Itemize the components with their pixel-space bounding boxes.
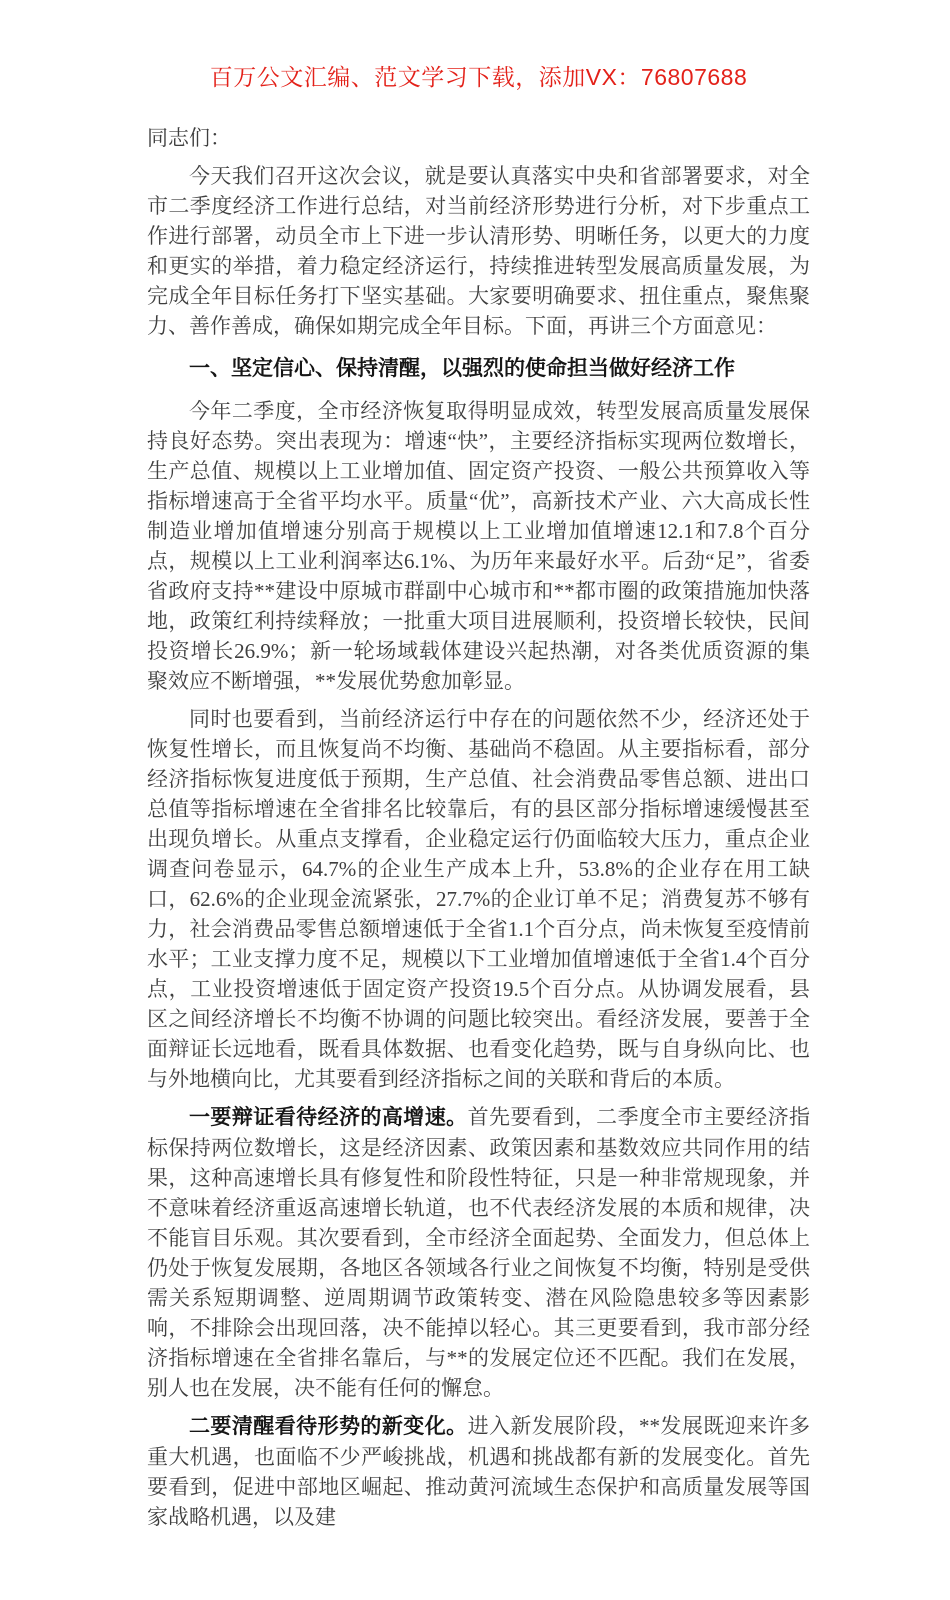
paragraph-point-1 (147, 1102, 810, 1403)
paragraph-opening: 今天我们召开这次会议，就是要认真落实中央和省部署要求，对全市二季度经济工作进行总结，对当前经济形势进行分析，对下步重点工作进行部署，动员全市上下进一步认清形势、明晰任务，以更大的力度和更实的举措，着力稳定经济运行，持续推进转型发展高质量发展，为完成全年目标任务打下坚实基础。大家要明确要求、扭住重点，聚焦聚力、善作善成，确保如期完成全年目标。下面，再讲三个方面意见： (147, 164, 810, 338)
paragraph-problems: 同时也要看到，当前经济运行中存在的问题依然不少，经济还处于恢复性增长，而且恢复尚不均衡、基础尚不稳固。从主要指标看，部分经济指标恢复进度低于预期，生产总值、社会消费品零售总额、进出口总值等指标增速在全省排名比较靠后，有的县区部分指标增速缓慢甚至出现负增长。从重点支撑看，企业稳定运行仍面临较大压力，重点企业调查问卷显示，64.7%的企业生产成本上升，53.8%的企业存在用工缺口，62.6%的企业现金流紧张，27.7%的企业订单不足；消费复苏不够有力，社会消费品零售总额增速低于全省1.1个百分点，尚未恢复至疫情前水平；工业支撑力度不足，规模以下工业增加值增速低于全省1.4个百分点，工业投资增速低于固定资产投资19.5个百分点。从协调发展看，县区之间经济增长不均衡不协调的问题比较突出。看经济发展，要善于全面辩证长远地看，既看具体数据、也看变化趋势，既与自身纵向比、也与外地横向比，尤其要看到经济指标之间的关联和背后的本质。 (147, 707, 810, 1091)
section-1-heading: 一、坚定信心、保持清醒，以强烈的使命担当做好经济工作 (189, 357, 735, 380)
ad-banner (147, 64, 810, 90)
point-1-text: 首先要看到，二季度全市主要经济指标保持两位数增长，这是经济因素、政策因素和基数效应共同作用的结果，这种高速增长具有修复性和阶段性特征，只是一种非常规现象，并不意味着经济重返高速增长轨道，也不代表经济发展的本质和规律，决不能盲目乐观。其次要看到，全市经济全面起势、全面发力，但总体上仍处于恢复发展期，各地区各领域各行业之间恢复不均衡，特别是受供需关系短期调整、逆周期调节政策转变、潜在风险隐患较多等因素影响，不排除会出现回落，决不能掉以轻心。其三更要看到，我市部分经济指标增速在全省排名靠后，与**的发展定位还不匹配。我们在发展，别人也在发展，决不能有任何的懈怠。 (147, 1105, 811, 1400)
paragraph-achievements: 今年二季度，全市经济恢复取得明显成效，转型发展高质量发展保持良好态势。突出表现为：增速“快”，主要经济指标实现两位数增长，生产总值、规模以上工业增加值、固定资产投资、一般公共预算收入等指标增速高于全省平均水平。质量“优”，高新技术产业、六大高成长性制造业增加值增速分别高于规模以上工业增加值增速12.1和7.8个百分点，规模以上工业利润率达6.1%、为历年来最好水平。后劲“足”，省委省政府支持**建设中原城市群副中心城市和**都市圈的政策措施加快落地，政策红利持续释放；一批重大项目进展顺利，投资增长较快，民间投资增长26.9%；新一轮场域载体建设兴起热潮，对各类优质资源的集聚效应不断增强，**发展优势愈加彰显。 (147, 399, 810, 693)
salutation: 同志们： (147, 126, 231, 150)
paragraph-point-2 (147, 1411, 810, 1532)
point-2-lead: 二要清醒看待形势的新变化。 (189, 1415, 468, 1438)
point-2-text: 进入新发展阶段，**发展既迎来许多重大机遇，也面临不少严峻挑战，机遇和挑战都有新的发展变化。首先要看到，促进中部地区崛起、推动黄河流域生态保护和高质量发展等国家战略机遇，以及建 (147, 1414, 811, 1529)
point-1-lead: 一要辩证看待经济的高增速。 (189, 1106, 468, 1129)
document-body (147, 123, 810, 1532)
ad-banner-text: 百万公文汇编、范文学习下载，添加VX：76807688 (209, 64, 748, 90)
